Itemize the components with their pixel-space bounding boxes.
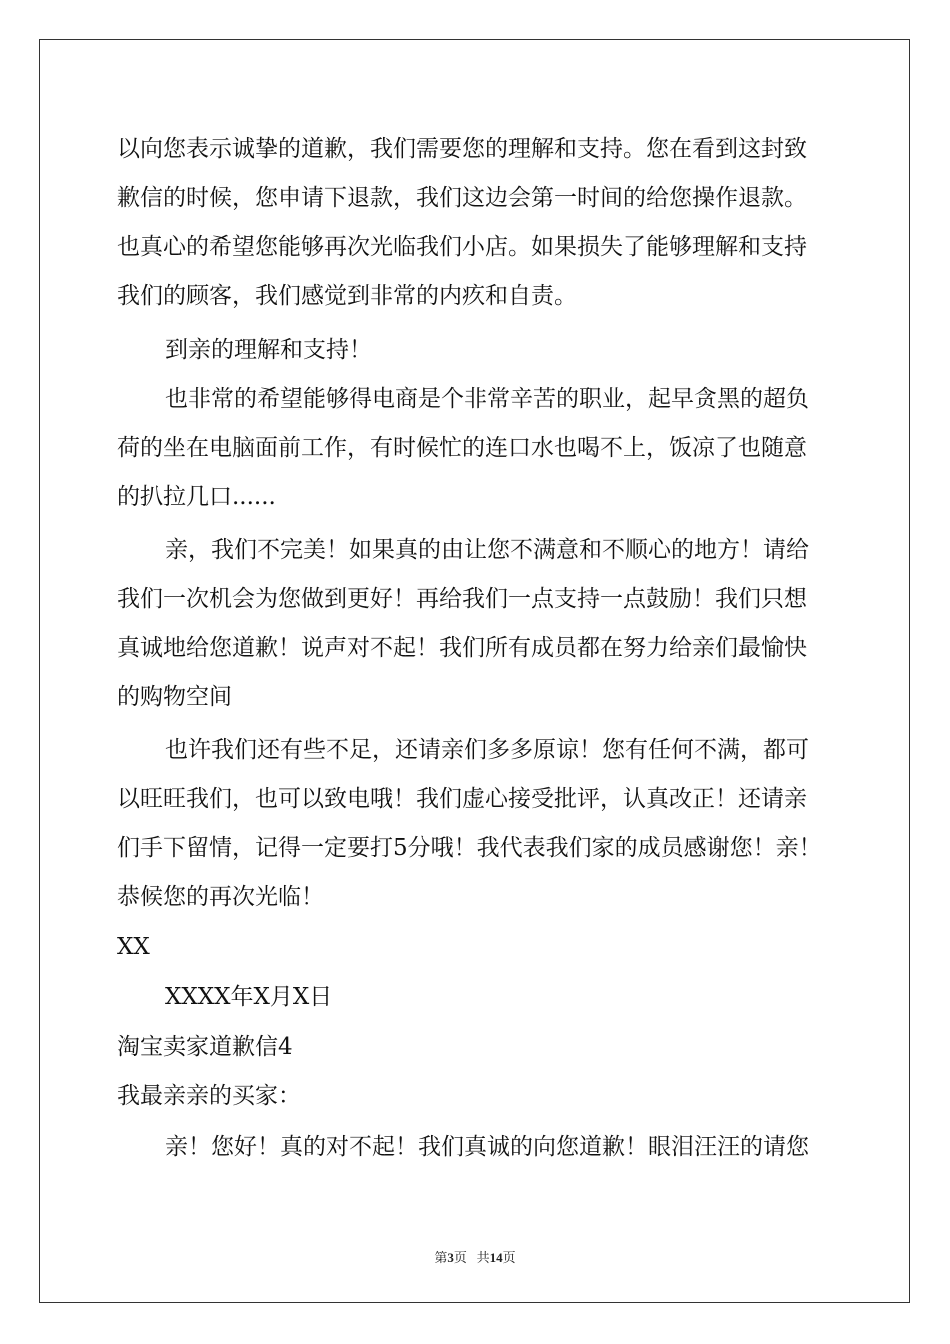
body-line-5: 到亲的理解和支持！ bbox=[165, 337, 372, 363]
body-line-4: 我们的顾客，我们感觉到非常的内疚和自责。 bbox=[117, 283, 577, 309]
section-title: 淘宝卖家道歉信4 bbox=[117, 1034, 293, 1060]
body-line-3: 也真心的希望您能够再次光临我们小店。如果损失了能够理解和支持 bbox=[117, 234, 807, 260]
body-line-7: 荷的坐在电脑面前工作，有时候忙的连口水也喝不上，饭凉了也随意 bbox=[117, 435, 807, 461]
body-line-13: 也许我们还有些不足，还请亲们多多原谅！您有任何不满，都可 bbox=[165, 737, 809, 763]
body-line-14: 以旺旺我们，也可以致电哦！我们虚心接受批评，认真改正！还请亲 bbox=[117, 786, 807, 812]
page-footer bbox=[0, 1247, 950, 1266]
signature: XX bbox=[117, 934, 150, 960]
body-line-15: 们手下留情，记得一定要打5分哦！我代表我们家的成员感谢您！亲！ bbox=[117, 835, 822, 861]
page-border bbox=[39, 39, 910, 1303]
body-line-17: 亲！您好！真的对不起！我们真诚的向您道歉！眼泪汪汪的请您 bbox=[165, 1134, 809, 1160]
body-line-10: 我们一次机会为您做到更好！再给我们一点支持一点鼓励！我们只想 bbox=[117, 586, 807, 612]
salutation: 我最亲亲的买家： bbox=[117, 1083, 301, 1109]
body-line-9: 亲，我们不完美！如果真的由让您不满意和不顺心的地方！请给 bbox=[165, 537, 809, 563]
body-line-6: 也非常的希望能够得电商是个非常辛苦的职业，起早贪黑的超负 bbox=[165, 386, 809, 412]
footer-suffix: 页 bbox=[502, 1250, 516, 1265]
footer-prefix: 第 bbox=[434, 1250, 448, 1265]
body-line-2: 歉信的时候，您申请下退款，我们这边会第一时间的给您操作退款。 bbox=[117, 185, 807, 211]
body-line-11: 真诚地给您道歉！说声对不起！我们所有成员都在努力给亲们最愉快 bbox=[117, 635, 807, 661]
footer-total-pages: 14 bbox=[489, 1250, 503, 1265]
body-line-12: 的购物空间 bbox=[117, 684, 232, 710]
footer-mid: 页 共 bbox=[453, 1250, 490, 1265]
body-line-16: 恭候您的再次光临！ bbox=[117, 884, 324, 910]
body-line-1: 以向您表示诚挚的道歉，我们需要您的理解和支持。您在看到这封致 bbox=[117, 136, 807, 162]
footer-page-number: 3 bbox=[447, 1250, 454, 1265]
date-line: XXXX年X月X日 bbox=[165, 984, 333, 1010]
body-line-8: 的扒拉几口...... bbox=[117, 484, 276, 510]
